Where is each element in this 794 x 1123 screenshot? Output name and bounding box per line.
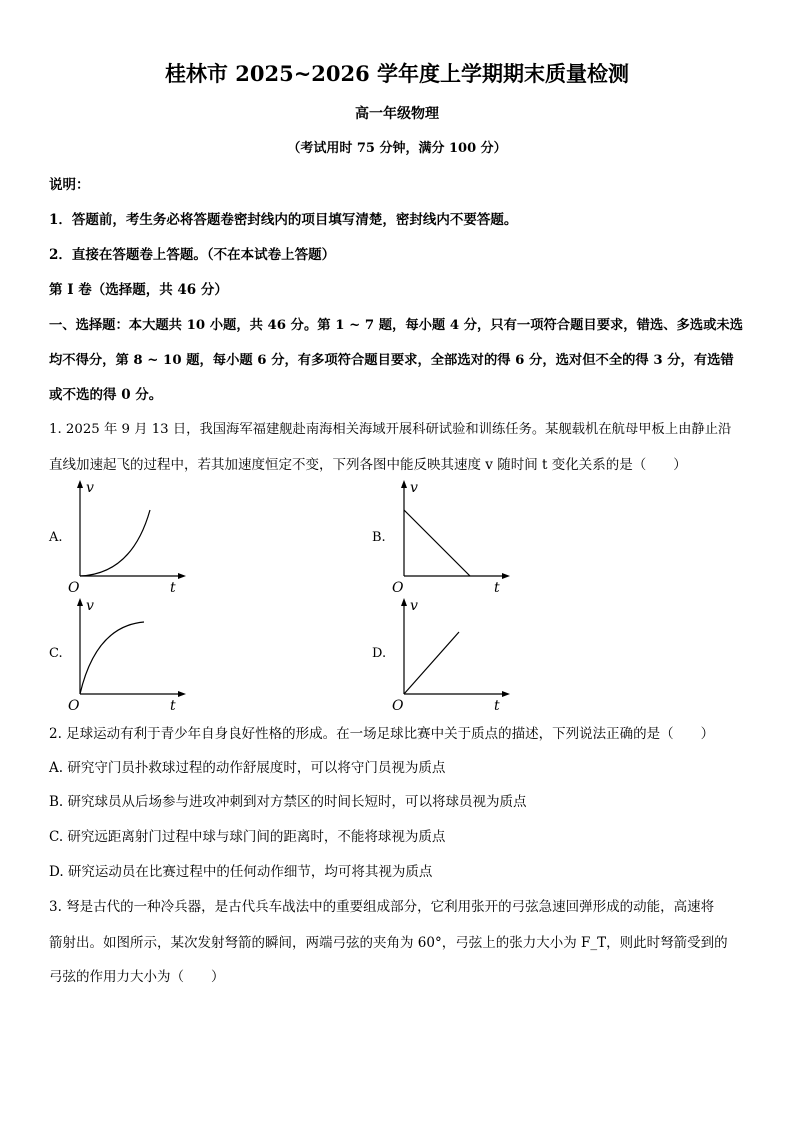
y-axis-arrow xyxy=(77,598,83,606)
origin-label: O xyxy=(392,698,404,714)
velocity-curve xyxy=(80,510,150,576)
q1-graph-b xyxy=(386,478,516,596)
q1-option-a-label: A. xyxy=(49,530,63,545)
q2-option-c: C. 研究远距离射门过程中球与球门间的距离时，不能将球视为质点 xyxy=(49,829,446,845)
y-axis-label: v xyxy=(410,598,418,614)
x-axis-arrow xyxy=(502,691,510,697)
x-axis-label: t xyxy=(494,580,500,596)
instruction-item-2: 2．直接在答题卷上答题。（不在本试卷上答题） xyxy=(49,247,336,263)
x-axis-label: t xyxy=(494,698,500,714)
origin-label: O xyxy=(68,698,80,714)
page-title: 桂林市 2025~2026 学年度上学期期末质量检测 xyxy=(164,61,630,86)
velocity-curve xyxy=(80,622,144,694)
q1-graph-a xyxy=(62,478,192,596)
x-axis-arrow xyxy=(502,573,510,579)
section-desc-line-3: 或不选的得 0 分。 xyxy=(49,387,163,403)
x-axis-label: t xyxy=(170,580,176,596)
q1-stem-line-1: 1. 2025 年 9 月 13 日，我国海军福建舰赴南海相关海域开展科研试验和训练任务。某舰载机在航母甲板上由静止沿 xyxy=(49,422,732,437)
y-axis-arrow xyxy=(401,480,407,488)
subject-title: 高一年级物理 xyxy=(355,106,439,122)
origin-label: O xyxy=(392,580,404,596)
x-axis-arrow xyxy=(178,691,186,697)
q2-stem: 2. 足球运动有利于青少年自身良好性格的形成。在一场足球比赛中关于质点的描述，下列说法正确的是（ ） xyxy=(49,726,715,742)
instruction-item-1: 1．答题前，考生务必将答题卷密封线内的项目填写清楚，密封线内不要答题。 xyxy=(49,212,518,228)
q3-stem-line-1: 3. 弩是古代的一种冷兵器，是古代兵车战法中的重要组成部分，它利用张开的弓弦急速回弹形成的动能，高速将 xyxy=(49,899,715,915)
section-desc-line-1: 一、选择题：本大题共 10 小题，共 46 分。第 1 ~ 7 题，每小题 4 分，只有一项符合题目要求，错选、多选或未选 xyxy=(49,318,743,333)
y-axis-label: v xyxy=(86,480,94,496)
origin-label: O xyxy=(68,580,80,596)
exam-info: （考试用时 75 分钟，满分 100 分） xyxy=(287,141,507,156)
q1-stem-line-2: 直线加速起飞的过程中，若其加速度恒定不变，下列各图中能反映其速度 v 随时间 t 变化关系的是（ ） xyxy=(49,457,687,473)
q2-option-a: A. 研究守门员扑救球过程的动作舒展度时，可以将守门员视为质点 xyxy=(49,760,446,776)
instructions-heading: 说明： xyxy=(49,177,90,193)
q2-option-d: D. 研究运动员在比赛过程中的任何动作细节，均可将其视为质点 xyxy=(49,864,433,880)
y-axis-arrow xyxy=(401,598,407,606)
q1-option-b-label: B. xyxy=(372,530,386,545)
velocity-line xyxy=(404,510,470,576)
x-axis-arrow xyxy=(178,573,186,579)
q3-stem-line-2: 箭射出。如图所示，某次发射弩箭的瞬间，两端弓弦的夹角为 60°，弓弦上的张力大小为 F_T，则此时弩箭受到的 xyxy=(49,935,728,951)
q2-option-b: B. 研究球员从后场参与进攻冲刺到对方禁区的时间长短时，可以将球员视为质点 xyxy=(49,794,527,810)
q3-stem-line-3: 弓弦的作用力大小为（ ） xyxy=(49,969,225,985)
y-axis-arrow xyxy=(77,480,83,488)
section-desc-line-2: 均不得分，第 8 ~ 10 题，每小题 6 分，有多项符合题目要求，全部选对的得 6 分，选对但不全的得 3 分，有选错 xyxy=(49,353,734,368)
velocity-line xyxy=(404,632,459,694)
q1-graph-d xyxy=(386,596,516,714)
part1-heading: 第 I 卷（选择题，共 46 分） xyxy=(49,282,228,298)
q1-option-d-label: D. xyxy=(372,646,387,661)
q1-graph-c xyxy=(62,596,192,714)
y-axis-label: v xyxy=(410,480,418,496)
y-axis-label: v xyxy=(86,598,94,614)
x-axis-label: t xyxy=(170,698,176,714)
q1-option-c-label: C. xyxy=(49,646,63,661)
